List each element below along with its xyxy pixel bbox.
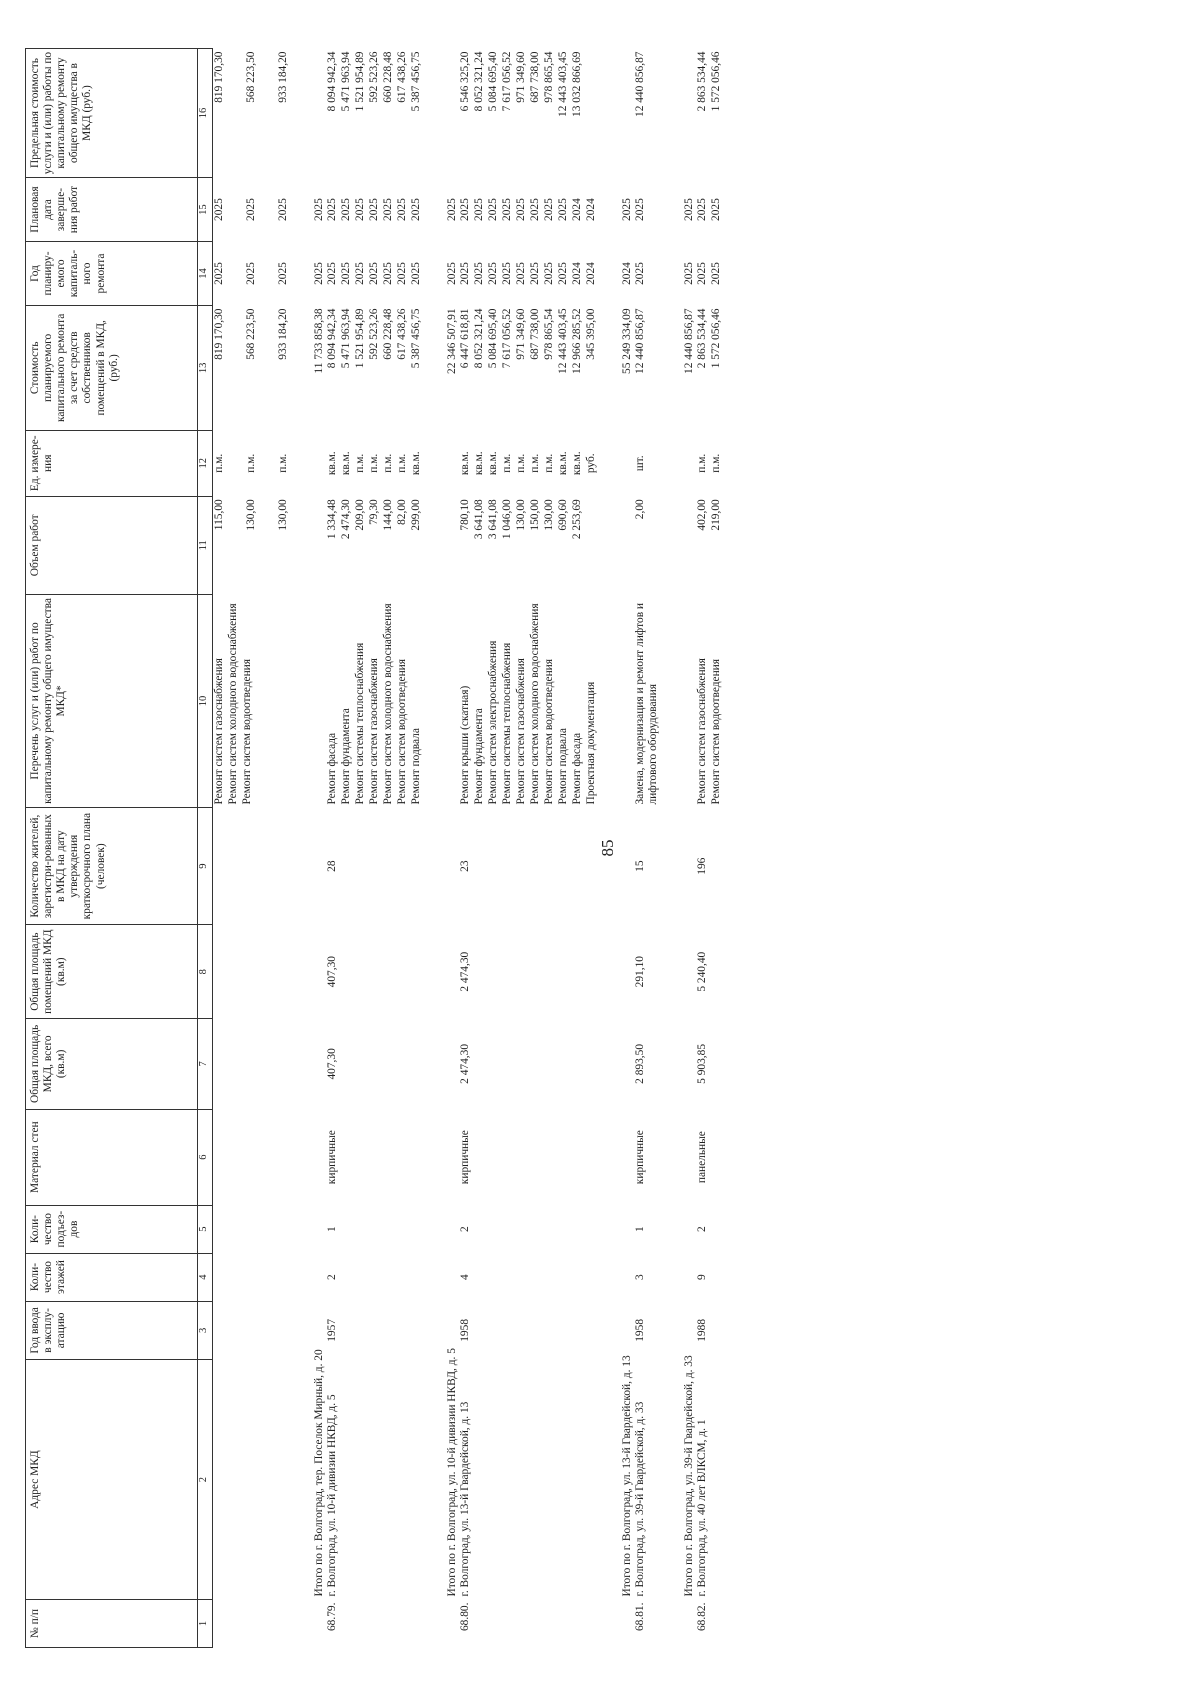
building-row xyxy=(459,49,609,1648)
cost-value: 819 170,30 xyxy=(213,308,225,360)
date-value: 2025 xyxy=(340,198,353,221)
col-number: 12 xyxy=(198,430,213,496)
date-value: 2025 xyxy=(396,198,409,221)
date-value: 2025 xyxy=(245,198,257,221)
year-value: 2024 xyxy=(585,262,598,285)
col-header: Ед. измере-ния xyxy=(26,430,198,496)
volume-value: 144,00 xyxy=(382,499,395,531)
cost-value: 978 865,54 xyxy=(543,308,556,360)
col-header: Плановая дата заверше-ния работ xyxy=(26,178,198,242)
table-row xyxy=(213,49,302,1648)
unit-value: шт. xyxy=(634,455,647,472)
work-item: Ремонт системы теплоснабжения xyxy=(354,642,367,805)
date-cell xyxy=(459,178,609,242)
year-value: 2025 xyxy=(634,262,647,285)
address: г. Волгоград, ул. 13-й Гвардейской, д. 13 xyxy=(459,1401,472,1597)
work-item: Ремонт систем холодного водоснабжения xyxy=(529,603,542,805)
work-item: Ремонт систем водоотведения xyxy=(396,658,409,805)
year-cell xyxy=(696,242,734,306)
date-value: 2024 xyxy=(585,198,598,221)
year-value: 2025 xyxy=(487,262,500,285)
unit-cell xyxy=(326,430,434,496)
row-number: 68.79. xyxy=(326,1602,339,1632)
limit-cell xyxy=(213,49,302,178)
year-cell xyxy=(326,242,434,306)
floors: 3 xyxy=(634,1274,647,1280)
limit-value: 8 094 942,34 xyxy=(326,51,339,112)
floors: 4 xyxy=(459,1274,472,1280)
year-value: 2025 xyxy=(695,262,708,285)
limit-value: 5 471 963,94 xyxy=(340,51,353,112)
cost-value: 6 447 618,81 xyxy=(459,308,472,369)
works-cell xyxy=(326,594,434,807)
unit-value: п.м. xyxy=(695,453,708,473)
col-number: 6 xyxy=(198,1109,213,1205)
work-item: Ремонт систем электроснабжения xyxy=(487,640,500,805)
work-item: Ремонт систем водоотведения xyxy=(709,658,722,805)
date-value: 2025 xyxy=(557,198,570,221)
cost-value: 971 349,60 xyxy=(515,308,528,360)
cost-value: 592 523,26 xyxy=(368,308,381,360)
building-row xyxy=(696,49,734,1648)
date-value: 2024 xyxy=(571,198,584,221)
year-value: 2025 xyxy=(213,262,225,285)
unit-value: п.м. xyxy=(501,453,514,473)
work-item: Ремонт систем холодного водоснабжения xyxy=(382,603,395,805)
col-header: Объем работ xyxy=(26,496,198,594)
work-item: Ремонт фасада xyxy=(326,732,339,805)
col-header: № п/п xyxy=(26,1600,198,1648)
col-number: 14 xyxy=(198,242,213,306)
year-value: 2025 xyxy=(459,262,472,285)
col-header: Перечень услуг и (или) работ по капитальному ремонту общего имущества МКД* xyxy=(26,594,198,807)
date-value: 2025 xyxy=(695,198,708,221)
unit-value: кв.м. xyxy=(410,451,423,476)
total-year: 2025 xyxy=(313,262,325,285)
year-cell xyxy=(213,242,302,306)
limit-value: 13 032 866,69 xyxy=(571,51,584,117)
volume-value: 690,60 xyxy=(557,499,570,531)
unit-value: руб. xyxy=(585,453,598,474)
col-number: 8 xyxy=(198,925,213,1019)
year-value: 2025 xyxy=(709,262,722,285)
limit-value: 1 572 056,46 xyxy=(709,51,722,112)
total-year: 2025 xyxy=(446,262,459,285)
volume-value: 130,00 xyxy=(515,499,528,531)
area-premises: 407,30 xyxy=(326,956,339,988)
entrances: 2 xyxy=(695,1226,708,1232)
cost-cell xyxy=(213,305,302,430)
row-number: 68.80. xyxy=(459,1602,472,1632)
col-number: 4 xyxy=(198,1253,213,1301)
limit-value: 1 521 954,89 xyxy=(354,51,367,112)
col-header: Адрес МКД xyxy=(26,1360,198,1600)
cost-cell xyxy=(326,305,434,430)
unit-value: кв.м. xyxy=(326,451,339,476)
works-cell xyxy=(459,594,609,807)
volume-cell xyxy=(696,496,734,594)
cost-value: 5 387 456,75 xyxy=(410,308,423,369)
cost-value: 568 223,50 xyxy=(245,308,257,360)
volume-cell xyxy=(326,496,434,594)
volume-value: 130,00 xyxy=(543,499,556,531)
volume-value: 115,00 xyxy=(213,499,225,531)
date-value: 2025 xyxy=(529,198,542,221)
works-cell xyxy=(696,594,734,807)
col-number: 15 xyxy=(198,178,213,242)
work-item: Ремонт систем водоотведения xyxy=(543,658,556,805)
unit-cell xyxy=(459,430,609,496)
work-item: Проектная документация xyxy=(585,681,598,805)
date-value: 2025 xyxy=(501,198,514,221)
cost-value: 1 572 056,46 xyxy=(709,308,722,369)
unit-value: п.м. xyxy=(213,453,225,473)
works-cell xyxy=(634,594,670,807)
year-value: 2025 xyxy=(245,262,257,285)
year-value: 2025 xyxy=(382,262,395,285)
unit-value: п.м. xyxy=(368,453,381,473)
limit-value: 5 084 695,40 xyxy=(487,51,500,112)
volume-value: 130,00 xyxy=(277,499,289,531)
total-date: 2025 xyxy=(682,198,695,221)
year-value: 2024 xyxy=(571,262,584,285)
row-number: 68.81. xyxy=(634,1602,647,1632)
cost-value: 12 440 856,87 xyxy=(634,308,647,374)
total-row xyxy=(671,49,696,1648)
unit-value: кв.м. xyxy=(571,451,584,476)
col-number: 7 xyxy=(198,1019,213,1110)
unit-value: п.м. xyxy=(529,453,542,473)
cost-value: 7 617 056,52 xyxy=(501,308,514,369)
area-premises: 2 474,30 xyxy=(459,951,472,992)
work-item: Ремонт систем газоснабжения xyxy=(515,658,528,805)
works-cell xyxy=(213,594,302,807)
unit-value: кв.м. xyxy=(340,451,353,476)
wall-material: кирпичные xyxy=(326,1130,339,1185)
volume-value: 402,00 xyxy=(695,499,708,531)
volume-value: 299,00 xyxy=(410,499,423,531)
cost-value: 1 521 954,89 xyxy=(354,308,367,369)
total-date: 2025 xyxy=(621,198,634,221)
limit-cell xyxy=(696,49,734,178)
work-item: Ремонт фундамента xyxy=(340,708,353,805)
col-number: 16 xyxy=(198,49,213,178)
address: г. Волгоград, ул. 39-й Гвардейской, д. 33 xyxy=(634,1401,647,1597)
total-label: Итого по г. Волгоград, ул. 39-й Гвардейской, д. 33 xyxy=(682,1355,695,1597)
work-item: Ремонт систем водоотведения xyxy=(241,658,253,805)
year-value: 2025 xyxy=(410,262,423,285)
limit-cell xyxy=(326,49,434,178)
year-value: 2025 xyxy=(473,262,486,285)
limit-value: 12 440 856,87 xyxy=(634,51,647,117)
col-header: Год планиру-емого капиталь-ного ремонта xyxy=(26,242,198,306)
year-built: 1957 xyxy=(326,1318,339,1342)
work-item: Ремонт систем газоснабжения xyxy=(695,658,708,805)
total-cost: 55 249 334,09 xyxy=(621,308,634,374)
unit-value: кв.м. xyxy=(487,451,500,476)
volume-cell xyxy=(459,496,609,594)
entrances: 1 xyxy=(634,1226,647,1232)
date-cell xyxy=(213,178,302,242)
limit-cell xyxy=(634,49,670,178)
building-row xyxy=(326,49,434,1648)
date-value: 2025 xyxy=(543,198,556,221)
cost-cell xyxy=(634,305,670,430)
total-cost: 12 440 856,87 xyxy=(682,308,695,374)
limit-value: 592 523,26 xyxy=(368,51,381,103)
total-label: Итого по г. Волгоград, ул. 13-й Гвардейской, д. 13 xyxy=(621,1355,634,1597)
total-label: Итого по г. Волгоград, тер. Поселок Мирный, д. 20 xyxy=(313,1349,325,1597)
year-value: 2025 xyxy=(515,262,528,285)
area-premises: 5 240,40 xyxy=(695,951,708,992)
volume-cell xyxy=(634,496,670,594)
date-value: 2025 xyxy=(634,198,647,221)
buildings-body xyxy=(326,49,734,1648)
address: г. Волгоград, ул. 40 лет ВЛКСМ, д. 1 xyxy=(695,1419,708,1597)
work-item: Ремонт систем газоснабжения xyxy=(213,658,225,805)
work-item: Ремонт подвала xyxy=(410,728,423,805)
date-value: 2025 xyxy=(368,198,381,221)
col-header: Предельная стоимость услуги и (или) работы по капитальному ремонту общего имущества в МКД (руб.) xyxy=(26,49,198,178)
limit-value: 7 617 056,52 xyxy=(501,51,514,112)
year-built: 1958 xyxy=(634,1318,647,1342)
total-date: 2025 xyxy=(446,198,459,221)
volume-value: 780,10 xyxy=(459,499,472,531)
volume-value: 150,00 xyxy=(529,499,542,531)
residents: 23 xyxy=(459,860,472,872)
cost-value: 617 438,26 xyxy=(396,308,409,360)
year-cell xyxy=(459,242,609,306)
col-header: Коли-чество этажей xyxy=(26,1253,198,1301)
volume-value: 79,30 xyxy=(368,499,381,525)
date-cell xyxy=(634,178,670,242)
unit-value: п.м. xyxy=(245,453,257,473)
capital-repair-table xyxy=(25,48,734,1648)
volume-value: 2 474,30 xyxy=(340,499,353,540)
col-number: 11 xyxy=(198,496,213,594)
cost-value: 5 084 695,40 xyxy=(487,308,500,369)
date-value: 2025 xyxy=(382,198,395,221)
volume-value: 3 641,08 xyxy=(473,499,486,540)
date-value: 2025 xyxy=(277,198,289,221)
limit-value: 6 546 325,20 xyxy=(459,51,472,112)
col-header: Коли-чество подъез-дов xyxy=(26,1205,198,1253)
total-row xyxy=(434,49,459,1648)
volume-value: 130,00 xyxy=(245,499,257,531)
work-item: Ремонт систем газоснабжения xyxy=(368,658,381,805)
total-year: 2025 xyxy=(682,262,695,285)
cost-value: 12 966 285,52 xyxy=(571,308,584,374)
work-item: Ремонт фасада xyxy=(571,732,584,805)
limit-value: 978 865,54 xyxy=(543,51,556,103)
date-value: 2025 xyxy=(354,198,367,221)
col-header: Стоимость планируемого капитального ремонта за счет средств собственников помещений в МКД, (руб.) xyxy=(26,305,198,430)
unit-value: кв.м. xyxy=(459,451,472,476)
cost-cell xyxy=(696,305,734,430)
col-header: Год ввода в эксплу-атацию xyxy=(26,1301,198,1360)
limit-value: 2 863 534,44 xyxy=(695,51,708,112)
cost-value: 8 052 321,24 xyxy=(473,308,486,369)
header-row xyxy=(26,49,198,1648)
date-value: 2025 xyxy=(487,198,500,221)
year-value: 2025 xyxy=(529,262,542,285)
residents: 196 xyxy=(695,857,708,875)
row-number: 68.82. xyxy=(695,1602,708,1632)
residents: 15 xyxy=(634,860,647,872)
area-total: 2 893,50 xyxy=(634,1043,647,1084)
date-value: 2025 xyxy=(515,198,528,221)
date-cell xyxy=(326,178,434,242)
wall-material: кирпичные xyxy=(459,1130,472,1185)
year-built: 1958 xyxy=(459,1318,472,1342)
volume-value xyxy=(585,499,599,591)
col-header: Общая площадь МКД, всего (кв.м) xyxy=(26,1019,198,1110)
year-value: 2025 xyxy=(354,262,367,285)
date-cell xyxy=(696,178,734,242)
unit-value: кв.м. xyxy=(557,451,570,476)
area-total: 407,30 xyxy=(326,1048,339,1080)
cost-cell xyxy=(459,305,609,430)
col-number: 3 xyxy=(198,1301,213,1360)
cost-value: 8 094 942,34 xyxy=(326,308,339,369)
total-cost: 22 346 507,91 xyxy=(446,308,459,374)
work-item: Ремонт фундамента xyxy=(473,708,486,805)
cost-value: 12 443 403,45 xyxy=(557,308,570,374)
date-value: 2025 xyxy=(213,198,225,221)
year-built: 1988 xyxy=(695,1318,708,1342)
limit-value: 687 738,00 xyxy=(529,51,542,103)
unit-cell xyxy=(213,430,302,496)
limit-value: 819 170,30 xyxy=(213,51,225,103)
work-item: Замена, модернизация и ремонт лифтов и лифтового оборудования xyxy=(634,602,660,805)
limit-value: 971 349,60 xyxy=(515,51,528,103)
volume-value: 1 046,00 xyxy=(501,499,514,540)
work-item: Ремонт системы теплоснабжения xyxy=(501,642,514,805)
cost-value: 5 471 963,94 xyxy=(340,308,353,369)
year-value: 2025 xyxy=(501,262,514,285)
address: г. Волгоград, ул. 10-й дивизии НКВД, д. 5 xyxy=(326,1394,339,1597)
limit-value: 933 184,20 xyxy=(277,51,289,103)
col-number: 5 xyxy=(198,1205,213,1253)
cost-value: 660 228,48 xyxy=(382,308,395,360)
total-row xyxy=(301,49,326,1648)
total-year: 2024 xyxy=(621,262,634,285)
volume-value: 82,00 xyxy=(396,499,409,525)
unit-value: п.м. xyxy=(382,453,395,473)
volume-cell xyxy=(213,496,302,594)
col-number: 10 xyxy=(198,594,213,807)
area-total: 5 903,85 xyxy=(695,1043,708,1084)
year-value: 2025 xyxy=(543,262,556,285)
unit-value: п.м. xyxy=(354,453,367,473)
limit-value: 8 052 321,24 xyxy=(473,51,486,112)
cost-value: 345 395,00 xyxy=(585,308,598,360)
date-value: 2025 xyxy=(473,198,486,221)
volume-value: 2,00 xyxy=(634,499,647,520)
area-total: 2 474,30 xyxy=(459,1043,472,1084)
limit-cell xyxy=(459,49,609,178)
volume-value: 1 334,48 xyxy=(326,499,339,540)
year-value: 2025 xyxy=(368,262,381,285)
cost-value: 687 738,00 xyxy=(529,308,542,360)
unit-value: п.м. xyxy=(396,453,409,473)
year-value: 2025 xyxy=(557,262,570,285)
unit-cell xyxy=(696,430,734,496)
entrances: 1 xyxy=(326,1226,339,1232)
volume-value: 219,00 xyxy=(709,499,722,531)
unit-value: п.м. xyxy=(277,453,289,473)
unit-cell xyxy=(634,430,670,496)
unit-value: п.м. xyxy=(543,453,556,473)
limit-value: 568 223,50 xyxy=(245,51,257,103)
limit-value: 617 438,26 xyxy=(396,51,409,103)
unit-value: кв.м. xyxy=(473,451,486,476)
col-header: Общая площадь помещений МКД (кв.м) xyxy=(26,925,198,1019)
work-item: Ремонт подвала xyxy=(557,728,570,805)
page-number: 85 xyxy=(598,839,617,857)
col-header: Материал стен xyxy=(26,1109,198,1205)
wall-material: панельные xyxy=(695,1131,708,1184)
col-header: Количество жителей, зарегистри-рованных в МКД на дату утверждения краткосрочного плана (человек) xyxy=(26,808,198,925)
year-value: 2025 xyxy=(277,262,289,285)
floors: 2 xyxy=(326,1274,339,1280)
total-row xyxy=(609,49,634,1648)
volume-value: 3 641,08 xyxy=(487,499,500,540)
date-value: 2025 xyxy=(709,198,722,221)
date-value: 2025 xyxy=(459,198,472,221)
year-value: 2025 xyxy=(396,262,409,285)
cost-value: 2 863 534,44 xyxy=(695,308,708,369)
entrances: 2 xyxy=(459,1226,472,1232)
rotated-table-sheet xyxy=(25,48,1175,1648)
col-number: 13 xyxy=(198,305,213,430)
date-value: 2025 xyxy=(326,198,339,221)
year-value: 2025 xyxy=(326,262,339,285)
cost-value: 933 184,20 xyxy=(277,308,289,360)
work-item: Ремонт систем холодного водоснабжения xyxy=(227,603,239,805)
col-number: 2 xyxy=(198,1360,213,1600)
date-value: 2025 xyxy=(410,198,423,221)
column-number-row xyxy=(198,49,213,1648)
total-date: 2025 xyxy=(313,198,325,221)
area-premises: 291,10 xyxy=(634,956,647,988)
col-number: 9 xyxy=(198,808,213,925)
limit-value: 660 228,48 xyxy=(382,51,395,103)
unit-value: п.м. xyxy=(515,453,528,473)
limit-value: 5 387 456,75 xyxy=(410,51,423,112)
limit-value xyxy=(585,52,599,175)
work-item: Ремонт крыши (скатная) xyxy=(459,685,472,805)
year-cell xyxy=(634,242,670,306)
unit-value: п.м. xyxy=(709,453,722,473)
col-number: 1 xyxy=(198,1600,213,1648)
building-row xyxy=(634,49,670,1648)
limit-value: 12 443 403,45 xyxy=(557,51,570,117)
year-value: 2025 xyxy=(340,262,353,285)
total-label: Итого по г. Волгоград, ул. 10-й дивизии НКВД, д. 5 xyxy=(446,1348,459,1597)
residents: 28 xyxy=(326,860,339,872)
total-cost: 11 733 858,38 xyxy=(313,308,325,374)
floors: 9 xyxy=(695,1274,708,1280)
volume-value: 2 253,69 xyxy=(571,499,584,540)
volume-value: 209,00 xyxy=(354,499,367,531)
wall-material: кирпичные xyxy=(634,1130,647,1185)
